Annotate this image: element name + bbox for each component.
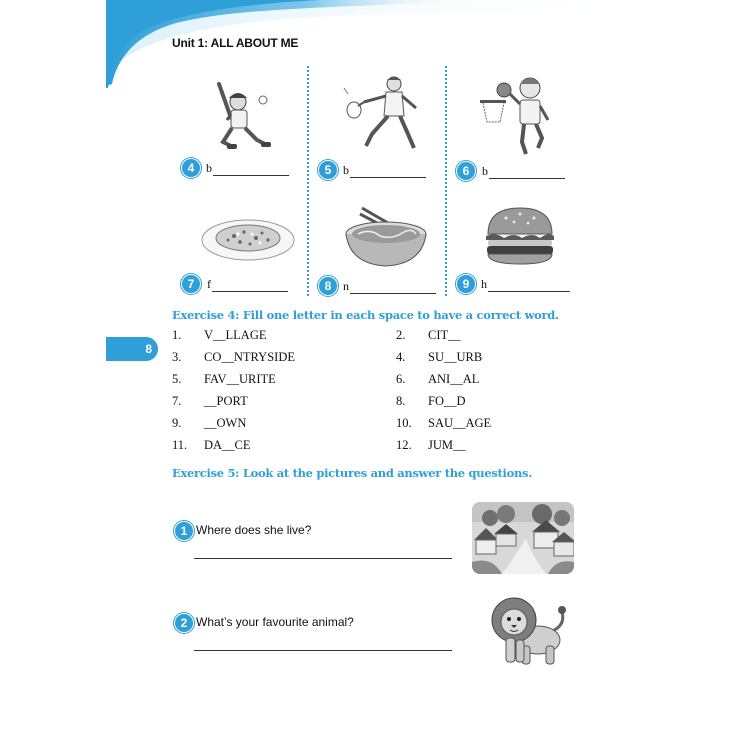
- answer-line-6[interactable]: [482, 164, 565, 179]
- answer-start-letter: b: [343, 163, 349, 177]
- question-2-answer-line[interactable]: [194, 650, 452, 651]
- question-2-text: What’s your favourite animal?: [196, 615, 354, 629]
- basketball-player-picture: [478, 70, 560, 158]
- hamburger-picture: [482, 204, 558, 266]
- answer-line-9[interactable]: [481, 277, 570, 292]
- answer-start-letter: b: [482, 164, 488, 178]
- exercise-4-item: 12. JUM__: [396, 438, 466, 452]
- item-number-8: 8: [318, 276, 338, 296]
- question-number-1: 1: [174, 521, 194, 541]
- exercise-4-item: 6. ANI__AL: [396, 372, 480, 386]
- exercise-4-item: 7. __PORT: [172, 394, 248, 408]
- exercise-4-heading: Exercise 4: Fill one letter in each space to have a correct word.: [172, 308, 559, 322]
- lion-picture: [488, 592, 570, 668]
- question-1-answer-line[interactable]: [194, 558, 452, 559]
- exercise-5-heading: Exercise 5: Look at the pictures and answer the questions.: [172, 466, 532, 480]
- question-number-2: 2: [174, 613, 194, 633]
- exercise-4-item: 5. FAV__URITE: [172, 372, 276, 386]
- question-1-text: Where does she live?: [196, 523, 312, 537]
- answer-start-letter: n: [343, 279, 349, 293]
- exercise-4-item: 2. CIT__: [396, 328, 461, 342]
- exercise-4-item: 3. CO__NTRYSIDE: [172, 350, 295, 364]
- exercise-4-item: 8. FO__D: [396, 394, 466, 408]
- answer-line-7[interactable]: [207, 277, 288, 292]
- badminton-player-picture: [340, 72, 425, 154]
- exercise-4-item: 1. V__LLAGE: [172, 328, 267, 342]
- column-divider-right: [445, 66, 447, 296]
- answer-line-4[interactable]: [206, 161, 289, 176]
- unit-title: Unit 1: ALL ABOUT ME: [172, 36, 299, 50]
- exercise-4-item: 11. DA__CE: [172, 438, 251, 452]
- answer-start-letter: f: [207, 277, 211, 291]
- page-number-tab: 8: [106, 337, 158, 361]
- item-number-6: 6: [456, 161, 476, 181]
- exercise-4-item: 9. __OWN: [172, 416, 247, 430]
- noodles-picture: [340, 204, 430, 270]
- village-picture: [472, 502, 574, 574]
- answer-line-5[interactable]: [343, 163, 426, 178]
- exercise-4-item: 10. SAU__AGE: [396, 416, 492, 430]
- fried-rice-picture: [200, 212, 296, 264]
- answer-line-8[interactable]: [343, 279, 436, 294]
- answer-start-letter: h: [481, 277, 487, 291]
- item-number-9: 9: [456, 274, 476, 294]
- column-divider-left: [307, 66, 309, 296]
- answer-start-letter: b: [206, 161, 212, 175]
- item-number-4: 4: [181, 158, 201, 178]
- item-number-7: 7: [181, 274, 201, 294]
- item-number-5: 5: [318, 160, 338, 180]
- baseball-player-picture: [205, 80, 285, 155]
- exercise-4-item: 4. SU__URB: [396, 350, 483, 364]
